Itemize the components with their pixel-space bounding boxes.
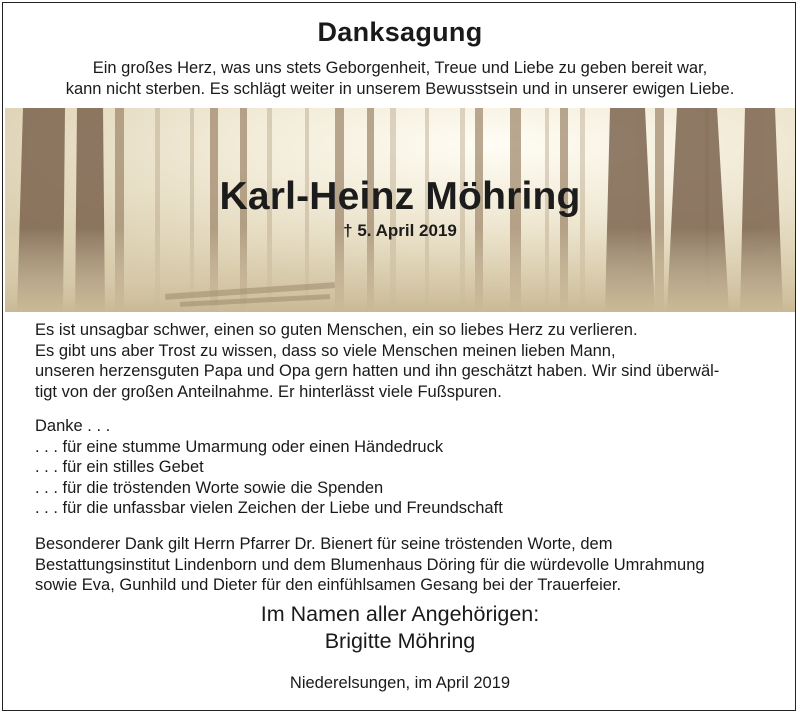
banner-text bbox=[5, 108, 795, 312]
text-line: . . . für die unfassbar vielen Zeichen der Liebe und Freundschaft bbox=[35, 499, 503, 517]
signature-name: Brigitte Möhring bbox=[324, 629, 476, 653]
notice-title: Danksagung bbox=[317, 17, 483, 47]
place-date: Niederelsungen, im April 2019 bbox=[289, 674, 511, 692]
text-line: Danke . . . bbox=[35, 417, 111, 435]
text-line: . . . für ein stilles Gebet bbox=[35, 458, 204, 476]
paragraph-danke bbox=[35, 416, 775, 519]
text-line: Bestattungsinstitut Lindenborn und dem Blumenhaus Döring für die würdevolle Umrahmung bbox=[35, 555, 705, 574]
text-line: unseren herzensguten Papa und Opa gern hatten und ihn geschätzt haben. Wir sind überwäl- bbox=[35, 362, 720, 380]
paragraph-condolence bbox=[35, 320, 775, 402]
text-line: Es gibt uns aber Trost zu wissen, dass so viele Menschen meinen lieben Mann, bbox=[35, 341, 616, 360]
death-date: † 5. April 2019 bbox=[343, 221, 457, 240]
quote-line: kann nicht sterben. Es schlägt weiter in unserem Bewusstsein und in unserer ewigen Liebe. bbox=[65, 80, 735, 98]
text-line: tigt von der großen Anteilnahme. Er hinterlässt viele Fußspuren. bbox=[35, 382, 502, 401]
text-line: . . . für die tröstenden Worte sowie die Spenden bbox=[35, 478, 384, 497]
text-line: Es ist unsagbar schwer, einen so guten Menschen, ein so liebes Herz zu verlieren. bbox=[35, 321, 638, 339]
intro-quote bbox=[0, 58, 800, 100]
forest-banner bbox=[5, 108, 795, 312]
deceased-name: Karl-Heinz Möhring bbox=[219, 175, 581, 218]
text-line: Besonderer Dank gilt Herrn Pfarrer Dr. Bienert für seine tröstenden Worte, dem bbox=[35, 535, 613, 553]
signature-intro: Im Namen aller Angehörigen: bbox=[260, 602, 540, 626]
text-line: sowie Eva, Gunhild und Dieter für den einfühlsamen Gesang bei der Trauerfeier. bbox=[35, 576, 622, 594]
signature-block bbox=[0, 601, 800, 655]
paragraph-special-thanks bbox=[35, 534, 775, 596]
text-line: . . . für eine stumme Umarmung oder einen Händedruck bbox=[35, 437, 444, 456]
quote-line: Ein großes Herz, was uns stets Geborgenheit, Treue und Liebe zu geben bereit war, bbox=[92, 59, 708, 77]
